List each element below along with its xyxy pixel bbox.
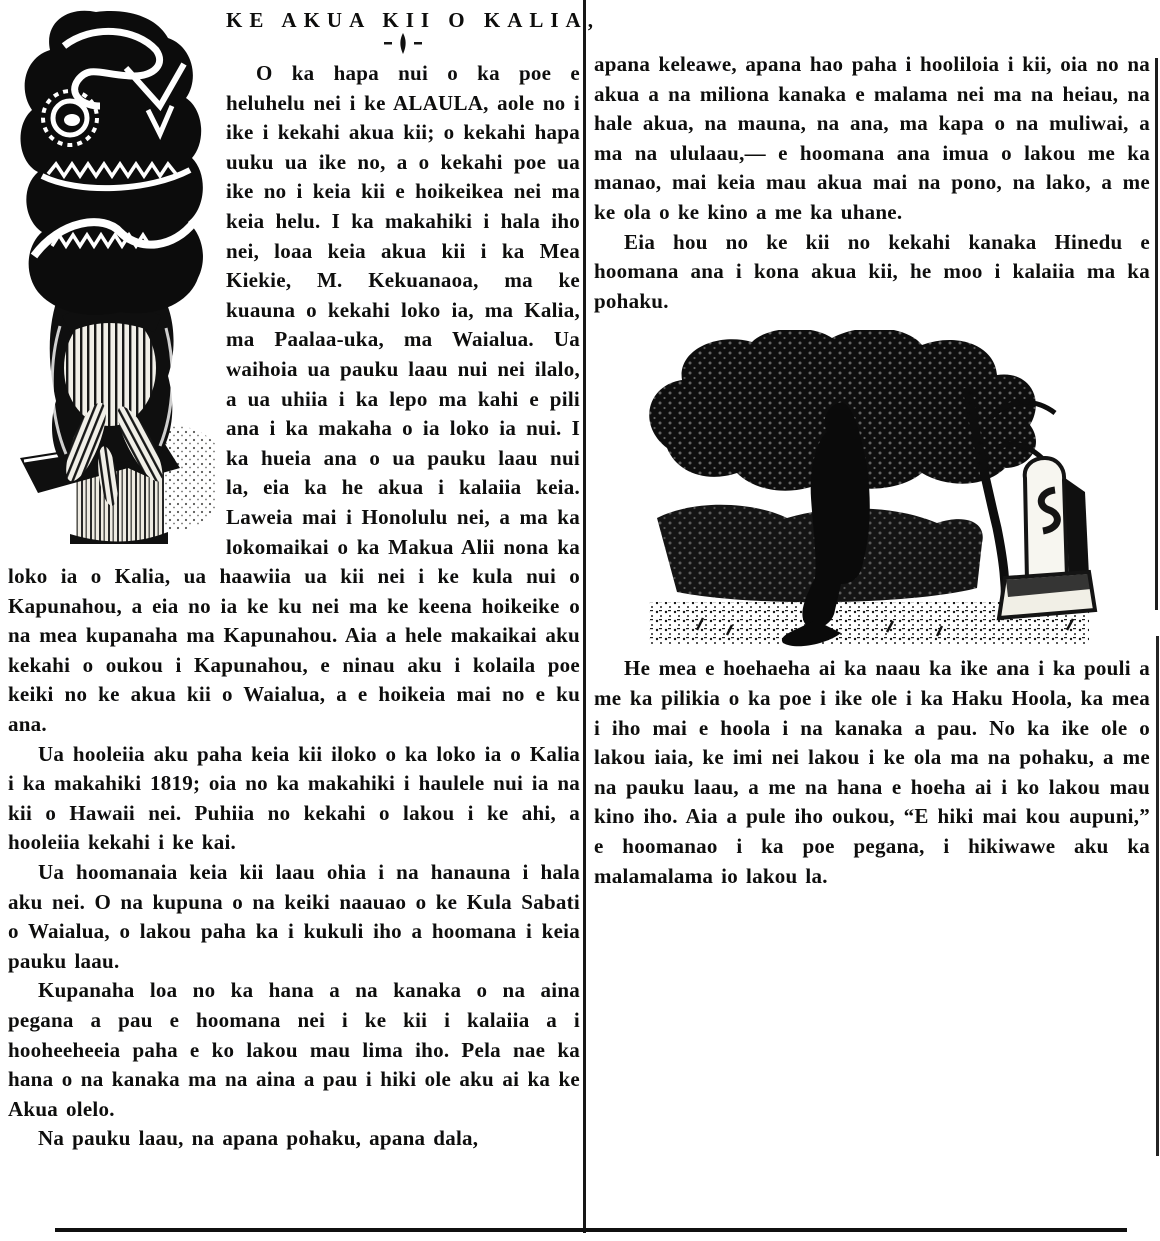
bottom-rule [55,1228,1127,1232]
right-edge-rule-bottom [1156,636,1159,1156]
right-edge-rule-top [1155,58,1158,610]
article-paragraph: apana keleawe, apana hao paha i hooliloia i kii, oia no na akua a na miliona kanaka e malama nei ma na heiau, na hale akua, na mauna, na ana, ma kapa o na muliwai, a ma na ululaau,— e hoomana ana imua o lakou me ka manao, mai keia mau akua mai na pono, na lako, a me ke ola o ke kino a me ka uhane. [594,52,1150,224]
article-paragraph: Ua hoomanaia keia kii laau ohia i na hanauna i hala aku nei. O na kupuna o na keiki naauao o ke Kula Sabati o Waialua, o lakou paha ka i kukuli iho a hoomana i keia pauku laau. [8,860,580,973]
article-title: KE AKUA KII O KALIA, [226,8,600,32]
article-paragraph: Kupanaha loa no ka hana a na kanaka o na aina pegana a pau e hoomana nei i ke kii i kalaiia a i hooheeheeia paha e ko lakou mau lima iho. Pela nae ka hana o na kanaka ma na aina a pau i hiki ole aku ai ka ke Akua olelo. [8,978,580,1121]
article-paragraph: Ua hooleiia aku paha keia kii iloko o ka loko ia o Kalia i ka makahiki 1819; oia no ka makahiki i haulele nui ia na kii o Hawaii nei. Puhiia no kekahi o lakou i ke ahi, a hooleiia kekahi i ke kai. [8,741,580,855]
man-worshipping-stone-idol-engraving [637,330,1107,648]
column-divider-rule [583,0,586,1233]
article-paragraph: Na pauku laau, na apana pohaku, apana dala, [38,1126,479,1151]
left-column [8,4,600,1154]
article-paragraph: O ka hapa nui o ka poe e heluhelu nei i ke ALAULA, aole no i ike i kekahi akua kii; o kekahi hapa uuku ua ike no, a o kekahi poe ua ike no i keia kii e hoikeikea nei ma keia helu. I ka makahiki i hala iho nei, loaa keia akua kii i ka Mea Kiekie, M. Kekuanaoa, ma ke kuauna o kekahi loko ia, ma Kalia, ma Paalaa-uka, ma Waialua. Ua waihoia ua pauku laau nui nei ilalo, a ua uhiia i ka lepo ma kahi e pili ana i ka makaha o ia loko ia nui. I ka hueia ana o ua pauku laau nui la, eia ka he akua i kalaiia keia. Laweia mai i Honolulu nei, a ma ka lokomaikai o ka Makua Alii nona ka loko ia o Kalia, ua haawiia ua kii nei i ke kula nui o Kapunahou, a eia no ia ke ku nei ma ke keena hoikeike o na mea kupanaha ma Kapunahou. Aia a hele makaikai aku kekahi o oukou i Kapunahou, e ninau aku i kolaila poe keiki no ke akua kii o Waialua, a e hoikeia mai no e ku ana. [8,61,580,737]
article-paragraph: Eia hou no ke kii no kekahi kanaka Hinedu e hoomana ana i kona akua kii, he moo i kalaiia ma ka pohaku. [594,229,1150,313]
article-paragraph: He mea e hoehaeha ai ka naau ka ike ana i ka pouli a me ka pilikia o ka poe i ike ole i ka Haku Hoola, ka mea i iho mai e hoola i na kanaka a pau. No ka ike ole o lakou iaia, ke imi nei lakou i ke ola ma na pohaku, a me na pauku laau, a me na hana e hoeha ai i ko lakou mau kino iho. Aia a pule iho oukou, “E hiki mai kou aupuni,” e hoomanao i ka poe pegana, i hikiwawe aku ka malamalama io lakou la. [594,656,1150,888]
ink-blot-ornament [382,33,424,55]
right-column [594,50,1150,891]
carved-idol-engraving [8,6,216,544]
